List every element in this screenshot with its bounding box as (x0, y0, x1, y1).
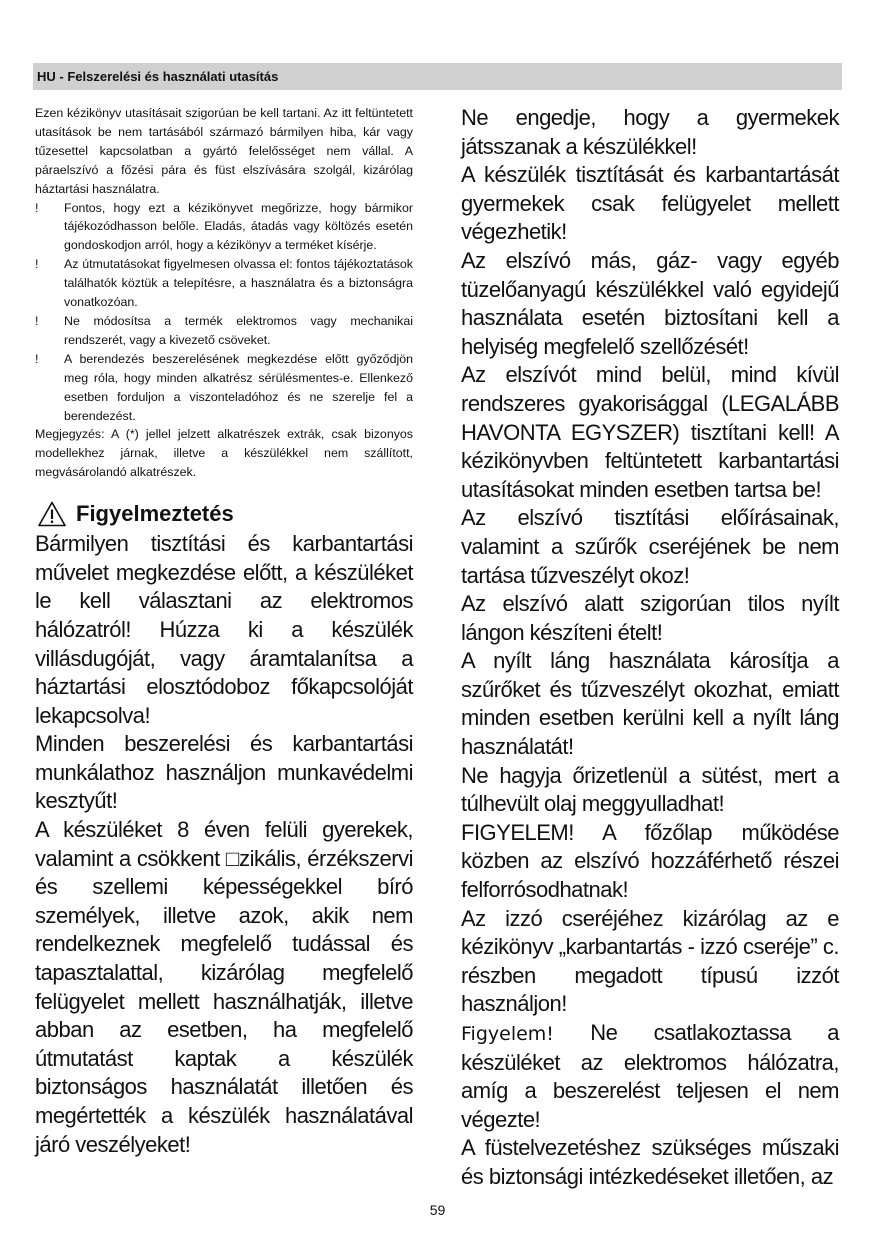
warning-paragraph: Ne engedje, hogy a gyermekek játsszanak a készülékkel! (461, 105, 839, 159)
warning-paragraph: FIGYELEM! A főzőlap működése közben az elszívó hozzáférhető részei felforrósodhatnak! (461, 819, 839, 903)
warning-triangle-icon (38, 501, 66, 527)
warning-paragraph: Minden beszerelési és karbantartási munkálathoz használjon munkavédelmi kesztyűt! (35, 731, 413, 814)
bullet-item: ! Ne módosítsa a termék elektromos vagy mechanikai rendszerét, vagy a kivezető csöveket. (35, 313, 413, 347)
warning-paragraph: A nyílt láng használata károsítja a szűrőket és tűzveszélyt okozhat, emiatt minden esetben kerülni kell a nyílt láng használatát! (461, 648, 839, 760)
intro-paragraph: Ezen kézikönyv utasításait szigorúan be kell tartani. Az itt feltüntetett utasítások be nem tartásából származó bármilyen hiba, kár vagy tűzesettel kapcsolatban a gyártó felelősséget nem vállal. A páraelszívó a főzési pára és füst elszívására szolgál, kizárólag háztartási használatra. (35, 106, 413, 196)
section-header-bar (33, 63, 842, 90)
warning-paragraph: Ne hagyja őrizetlenül a sütést, mert a túlhevült olaj meggyulladhat! (461, 762, 839, 817)
warning-heading (35, 498, 413, 530)
right-column (461, 104, 839, 1192)
warning-paragraph: A készülék tisztítását és karbantartását gyermekek csak felügyelet mellett végezhetik! (461, 162, 839, 245)
figyelem-label: Figyelem! (461, 1023, 554, 1045)
figyelem-paragraph: Figyelem! Ne csatlakoztassa a készüléket az elektromos hálózatra, amíg a beszerelést teljesen el nem végezte! (461, 1020, 839, 1132)
warning-paragraph: Az elszívó tisztítási előírásainak, valamint a szűrők cseréjének be nem tartása tűzveszélyt okoz! (461, 505, 839, 588)
page-number: 59 (429, 1202, 446, 1218)
bullet-item: ! Az útmutatásokat figyelmesen olvassa el: fontos tájékoztatások találhatók köztük a telepítésre, a használatra és a biztonságra vonatkozóan. (35, 257, 413, 310)
warning-paragraph: Az elszívót mind belül, mind kívül rendszeres gyakorisággal (LEGALÁBB HAVONTA EGYSZER) tisztítani kell! A kézikönyvben feltüntetett karbantartási utasításokat minden esetben tartsa be! (461, 362, 839, 502)
warning-paragraph: Az elszívó más, gáz- vagy egyéb tüzelőanyagú készülékkel való egyidejű használata esetén biztosítani kell a helyiség megfelelő szellőzését! (461, 247, 839, 359)
bullet-item: ! Fontos, hogy ezt a kézikönyvet megőrizze, hogy bármikor tájékozódhasson belőle. Eladás, átadás vagy költözés esetén gondoskodjon arról, hogy a kézikönyv a terméket kísérje. (35, 200, 413, 253)
left-column (35, 104, 413, 1159)
warning-paragraph: A füstelvezetéshez szükséges műszaki és biztonsági intézkedéseket illetően, az (461, 1135, 839, 1189)
bullet-item: ! A berendezés beszerelésének megkezdése előtt győződjön meg róla, hogy minden alkatrész sérülésmentes-e. Ellenkező esetben forduljon a viszonteladóhoz és ne szerelje fel a berendezést. (35, 351, 413, 423)
warning-paragraph: Az izzó cseréjéhez kizárólag az e kézikönyv „karbantartás - izzó cseréje” c. részben megadott típusú izzót használjon! (461, 905, 839, 1017)
section-title: HU - Felszerelési és használati utasítás (37, 69, 279, 84)
bullet-list (35, 199, 413, 426)
note-paragraph: Megjegyzés: A (*) jellel jelzett alkatrészek extrák, csak bizonyos modellekhez járnak, illetve a készülékkel nem szállított, megvásárolandó alkatrészek. (35, 427, 413, 480)
warning-paragraph: Bármilyen tisztítási és karbantartási művelet megkezdése előtt, a készüléket le kell választani az elektromos hálózatról! Húzza ki a készülék villásdugóját, vagy áramtalanítsa a háztartási elosztódoboz főkapcsolóját lekapcsolva! (35, 531, 413, 728)
warning-paragraph: Az elszívó alatt szigorúan tilos nyílt lángon készíteni ételt! (461, 591, 839, 645)
warning-paragraph: A készüléket 8 éven felüli gyerekek, valamint a csökkent □zikális, érzékszervi és szellemi képességekkel bíró személyek, illetve azok, akik nem rendelkeznek megfelelő tudással és tapasztalattal, kizárólag megfelelő felügyelet mellett használhatják, illetve abban az esetben, ha megfelelő útmutatást kaptak a készülék biztonságos használatát illetően és megértették a készülék használatával járó veszélyeket! (35, 817, 413, 1157)
warning-title: Figyelmeztetés (76, 501, 234, 527)
